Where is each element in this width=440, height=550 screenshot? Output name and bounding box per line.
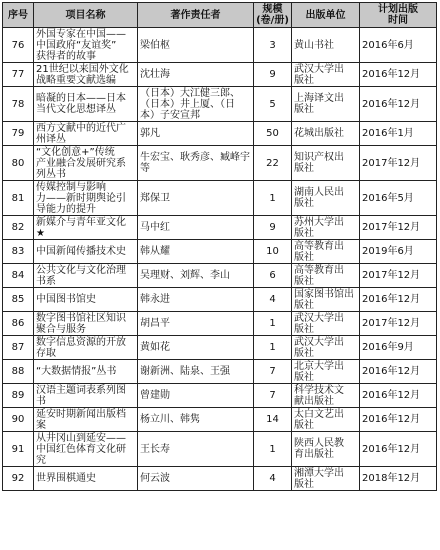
cell-publisher: 陕西人民教 育出版社: [292, 432, 360, 467]
cell-author: 韩从耀: [138, 240, 254, 264]
table-row: [3, 467, 437, 491]
table-row: [3, 336, 437, 360]
cell-publisher: 高等教育出 版社: [292, 264, 360, 288]
cell-date: 2017年12月: [360, 216, 437, 240]
cell-author: 胡昌平: [138, 312, 254, 336]
cell-scale: 4: [254, 467, 292, 491]
cell-publisher: 科学技术文 献出版社: [292, 384, 360, 408]
cell-no: 81: [3, 181, 34, 216]
cell-publisher: 武汉大学出 版社: [292, 336, 360, 360]
table-row: [3, 181, 437, 216]
cell-scale: 50: [254, 122, 292, 146]
cell-publisher: 湖南人民出 版社: [292, 181, 360, 216]
header-title: 项目名称: [34, 3, 138, 28]
cell-no: 79: [3, 122, 34, 146]
table-row: [3, 146, 437, 181]
cell-scale: 10: [254, 240, 292, 264]
table-row: [3, 63, 437, 87]
cell-title: 延安时期新闻出版档 案: [34, 408, 138, 432]
cell-scale: 5: [254, 87, 292, 122]
cell-title: 外国专家在中国—— 中国政府“友谊奖” 获得者的故事: [34, 28, 138, 63]
cell-no: 77: [3, 63, 34, 87]
cell-title: 数字信息资源的开放 存取: [34, 336, 138, 360]
publication-plan-table: [2, 2, 437, 491]
cell-date: 2016年12月: [360, 432, 437, 467]
cell-title: 中国新闻传播技术史: [34, 240, 138, 264]
cell-no: 88: [3, 360, 34, 384]
table-row: [3, 360, 437, 384]
cell-author: 曾建勋: [138, 384, 254, 408]
cell-no: 80: [3, 146, 34, 181]
table-row: [3, 264, 437, 288]
cell-publisher: 国家图书馆出 版社: [292, 288, 360, 312]
cell-author: （日本）大江健三郎、 （日本）井上厦、（日 本）子安宣邦: [138, 87, 254, 122]
table-body: [3, 28, 437, 491]
header-date: 计划出版 时间: [360, 3, 437, 28]
cell-no: 90: [3, 408, 34, 432]
cell-publisher: 花城出版社: [292, 122, 360, 146]
table-row: [3, 240, 437, 264]
cell-no: 84: [3, 264, 34, 288]
cell-title: 世界围棋通史: [34, 467, 138, 491]
header-author: 著作责任者: [138, 3, 254, 28]
cell-title: 西方文献中的近代广 州译丛: [34, 122, 138, 146]
cell-publisher: 太白文艺出 版社: [292, 408, 360, 432]
cell-title: 暗凝的日本——日本 当代文化思想译丛: [34, 87, 138, 122]
cell-author: 何云波: [138, 467, 254, 491]
cell-publisher: 上海译文出 版社: [292, 87, 360, 122]
header-no: 序号: [3, 3, 34, 28]
cell-title: 数字图书馆社区知识 聚合与服务: [34, 312, 138, 336]
cell-no: 87: [3, 336, 34, 360]
header-publisher: 出版单位: [292, 3, 360, 28]
table-row: [3, 384, 437, 408]
cell-date: 2016年12月: [360, 63, 437, 87]
cell-date: 2016年1月: [360, 122, 437, 146]
cell-date: 2016年12月: [360, 288, 437, 312]
cell-author: 牛宏宝、耿秀彦、臧峰宇 等: [138, 146, 254, 181]
cell-date: 2019年6月: [360, 240, 437, 264]
cell-publisher: 武汉大学出 版社: [292, 63, 360, 87]
cell-author: 郭凡: [138, 122, 254, 146]
cell-date: 2016年5月: [360, 181, 437, 216]
cell-title: 新媒介与青年亚文化 ★: [34, 216, 138, 240]
cell-scale: 22: [254, 146, 292, 181]
cell-author: 王长寿: [138, 432, 254, 467]
cell-no: 82: [3, 216, 34, 240]
cell-publisher: 苏州大学出 版社: [292, 216, 360, 240]
cell-no: 83: [3, 240, 34, 264]
cell-scale: 9: [254, 63, 292, 87]
cell-title: “大数据情报”丛书: [34, 360, 138, 384]
table-row: [3, 28, 437, 63]
cell-author: 韩永进: [138, 288, 254, 312]
cell-date: 2016年6月: [360, 28, 437, 63]
table-row: [3, 288, 437, 312]
cell-author: 梁伯枢: [138, 28, 254, 63]
cell-author: 谢新洲、陆泉、王强: [138, 360, 254, 384]
cell-no: 86: [3, 312, 34, 336]
document-table-container: [2, 2, 436, 548]
cell-date: 2016年12月: [360, 408, 437, 432]
cell-date: 2016年12月: [360, 384, 437, 408]
cell-publisher: 黄山书社: [292, 28, 360, 63]
cell-date: 2016年12月: [360, 87, 437, 122]
cell-author: 黄如花: [138, 336, 254, 360]
cell-scale: 1: [254, 432, 292, 467]
cell-scale: 1: [254, 181, 292, 216]
cell-publisher: 武汉大学出 版社: [292, 312, 360, 336]
table-row: [3, 432, 437, 467]
table-row: [3, 312, 437, 336]
cell-scale: 9: [254, 216, 292, 240]
table-row: [3, 216, 437, 240]
cell-scale: 4: [254, 288, 292, 312]
cell-title: 传媒控制与影响 力——新时期舆论引 导能力的提升: [34, 181, 138, 216]
cell-publisher: 湘潭大学出 版社: [292, 467, 360, 491]
cell-publisher: 知识产权出 版社: [292, 146, 360, 181]
cell-scale: 3: [254, 28, 292, 63]
cell-title: 21世纪以来国外文化 战略重要文献选编: [34, 63, 138, 87]
cell-no: 89: [3, 384, 34, 408]
cell-date: 2017年12月: [360, 146, 437, 181]
cell-no: 91: [3, 432, 34, 467]
cell-author: 郑保卫: [138, 181, 254, 216]
cell-author: 吴理财、刘辉、李山: [138, 264, 254, 288]
cell-no: 85: [3, 288, 34, 312]
cell-scale: 7: [254, 384, 292, 408]
table-header-row: [3, 3, 437, 28]
cell-no: 76: [3, 28, 34, 63]
header-scale: 规模 (卷/册): [254, 3, 292, 28]
cell-date: 2017年12月: [360, 264, 437, 288]
cell-no: 92: [3, 467, 34, 491]
cell-scale: 1: [254, 312, 292, 336]
cell-scale: 1: [254, 336, 292, 360]
cell-date: 2016年12月: [360, 360, 437, 384]
cell-date: 2018年12月: [360, 467, 437, 491]
table-row: [3, 122, 437, 146]
cell-publisher: 高等教育出 版社: [292, 240, 360, 264]
cell-title: 中国图书馆史: [34, 288, 138, 312]
cell-scale: 14: [254, 408, 292, 432]
cell-author: 杨立川、韩隽: [138, 408, 254, 432]
cell-title: 汉语主题词表系列图 书: [34, 384, 138, 408]
cell-author: 沈壮海: [138, 63, 254, 87]
cell-no: 78: [3, 87, 34, 122]
cell-date: 2017年12月: [360, 312, 437, 336]
cell-author: 马中红: [138, 216, 254, 240]
table-row: [3, 87, 437, 122]
cell-title: “文化创意+”传统 产业融合发展研究系 列丛书: [34, 146, 138, 181]
table-row: [3, 408, 437, 432]
cell-title: 公共文化与文化治理 书系: [34, 264, 138, 288]
cell-scale: 6: [254, 264, 292, 288]
cell-scale: 7: [254, 360, 292, 384]
cell-title: 从井冈山到延安—— 中国红色体育文化研 究: [34, 432, 138, 467]
cell-publisher: 北京大学出 版社: [292, 360, 360, 384]
cell-date: 2016年9月: [360, 336, 437, 360]
